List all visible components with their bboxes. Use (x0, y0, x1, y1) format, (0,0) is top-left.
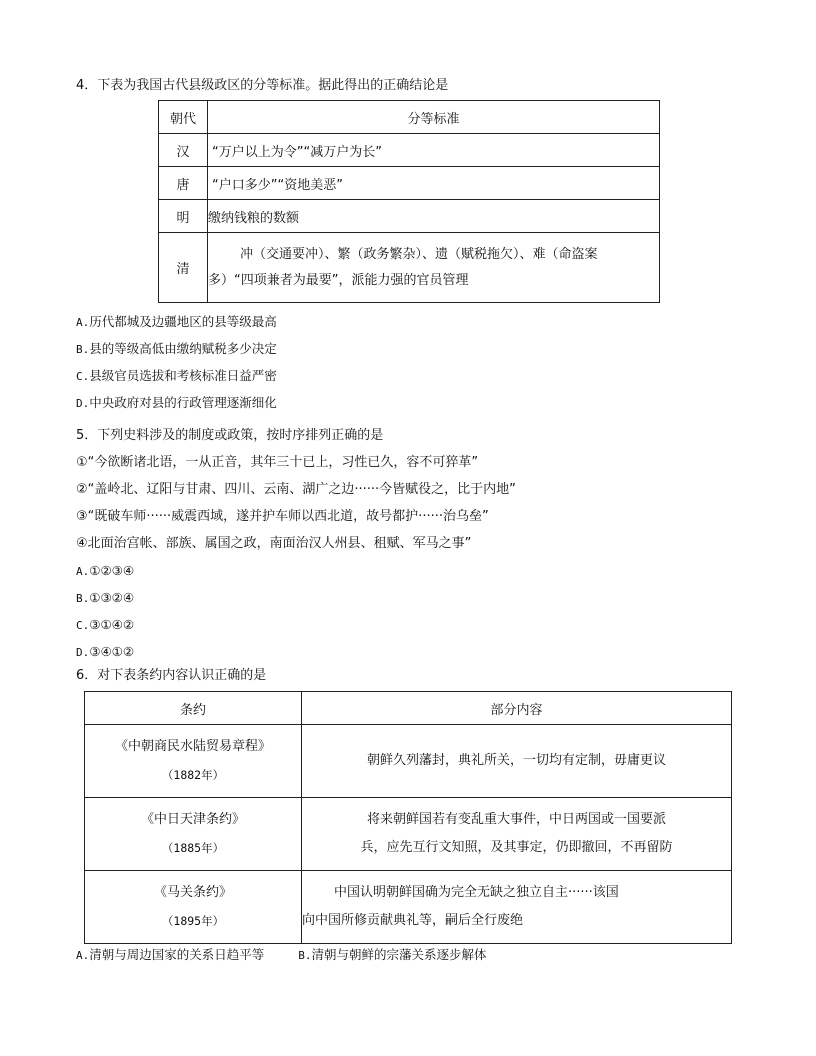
treaty-name: 《马关条约》 (153, 885, 232, 900)
option-b[interactable]: B.县的等级高低由缴纳赋税多少决定 (76, 341, 277, 356)
material-1: ①“今欲断诸北语，一从正音，其年三十已上，习性已久，容不可猝革” (76, 455, 479, 470)
question-5 (76, 422, 736, 665)
content-cell (302, 871, 732, 944)
treaty-cell (85, 798, 302, 871)
dynasty-cell: 明 (159, 200, 208, 233)
treaty-year: （1882年） (161, 768, 225, 782)
table-row (159, 200, 660, 233)
table-row (85, 725, 732, 798)
question-4 (76, 76, 736, 96)
question-4-options (76, 308, 736, 416)
table-header-row (159, 101, 660, 134)
option-c[interactable]: C.③①④② (76, 617, 135, 632)
option-b[interactable]: B.①③②④ (76, 590, 135, 605)
treaty-year: （1895年） (161, 914, 225, 928)
table-header-row (85, 692, 732, 725)
standard-line-2: 多）“四项兼者为最要”，派能力强的官员管理 (208, 272, 469, 288)
question-6 (76, 666, 736, 686)
standard-line-1: 冲（交通要冲）、繁（政务繁杂）、遗（赋税拖欠）、难（命盗案 (240, 246, 598, 262)
standard-cell: “万户以上为令”“减万户为长” (208, 134, 660, 167)
material-3: ③“既破车师······威震西域，遂并护车师以西北道，故号都护······治乌垒” (76, 509, 489, 524)
table-row (85, 798, 732, 871)
question-5-stem: 5．下列史料涉及的制度或政策，按时序排列正确的是 (76, 428, 384, 443)
question-6-options (76, 944, 487, 966)
standard-cell (208, 233, 660, 303)
material-2: ②“盖岭北、辽阳与甘肃、四川、云南、湖广之边······今皆赋役之，比于内地” (76, 482, 516, 497)
option-c[interactable]: C.县级官员选拔和考核标准日益严密 (76, 368, 277, 383)
option-d[interactable]: D.③④①② (76, 644, 135, 659)
question-6-stem: 6．对下表条约内容认识正确的是 (76, 668, 267, 683)
table-row (159, 134, 660, 167)
option-d[interactable]: D.中央政府对县的行政管理逐渐细化 (76, 395, 277, 410)
treaty-name: 《中日天津条约》 (140, 812, 245, 827)
content-line-1: 将来朝鲜国若有变乱重大事件，中日两国或一国要派 (366, 812, 666, 827)
content-cell (302, 725, 732, 798)
table-row (85, 871, 732, 944)
content-line-1: 中国认明朝鲜国确为完全无缺之独立自主······该国 (334, 885, 619, 900)
material-4: ④北面治宫帐、部族、属国之政，南面治汉人州县、租赋、军马之事” (76, 536, 472, 551)
dynasty-cell: 清 (159, 233, 208, 303)
table-row (159, 167, 660, 200)
q6-table (84, 691, 732, 944)
option-a[interactable]: A.①②③④ (76, 563, 135, 578)
dynasty-cell: 汉 (159, 134, 208, 167)
header-content: 部分内容 (302, 692, 732, 725)
content-line-1: 朝鲜久列藩封，典礼所关，一切均有定制，毋庸更议 (366, 753, 666, 768)
standard-cell: “户口多少”“资地美恶” (208, 167, 660, 200)
table-row (159, 233, 660, 303)
header-standard: 分等标准 (208, 101, 660, 134)
question-4-stem: 4．下表为我国古代县级政区的分等标准。据此得出的正确结论是 (76, 78, 449, 93)
q4-table (158, 100, 660, 303)
content-line-2: 兵，应先互行文知照，及其事定，仍即撤回，不再留防 (360, 840, 673, 855)
content-line-2: 向中国所修贡献典礼等，嗣后全行废绝 (302, 913, 524, 928)
option-a[interactable]: A.历代都城及边疆地区的县等级最高 (76, 314, 277, 329)
header-dynasty: 朝代 (159, 101, 208, 134)
header-treaty: 条约 (85, 692, 302, 725)
dynasty-cell: 唐 (159, 167, 208, 200)
option-b[interactable]: B.清朝与朝鲜的宗藩关系逐步解体 (298, 947, 487, 962)
treaty-name: 《中朝商民水陆贸易章程》 (114, 739, 271, 754)
treaty-year: （1885年） (161, 841, 225, 855)
treaty-cell (85, 725, 302, 798)
treaty-cell (85, 871, 302, 944)
content-cell (302, 798, 732, 871)
option-a[interactable]: A.清朝与周边国家的关系日趋平等 (76, 947, 265, 962)
standard-cell: 缴纳钱粮的数额 (208, 200, 660, 233)
